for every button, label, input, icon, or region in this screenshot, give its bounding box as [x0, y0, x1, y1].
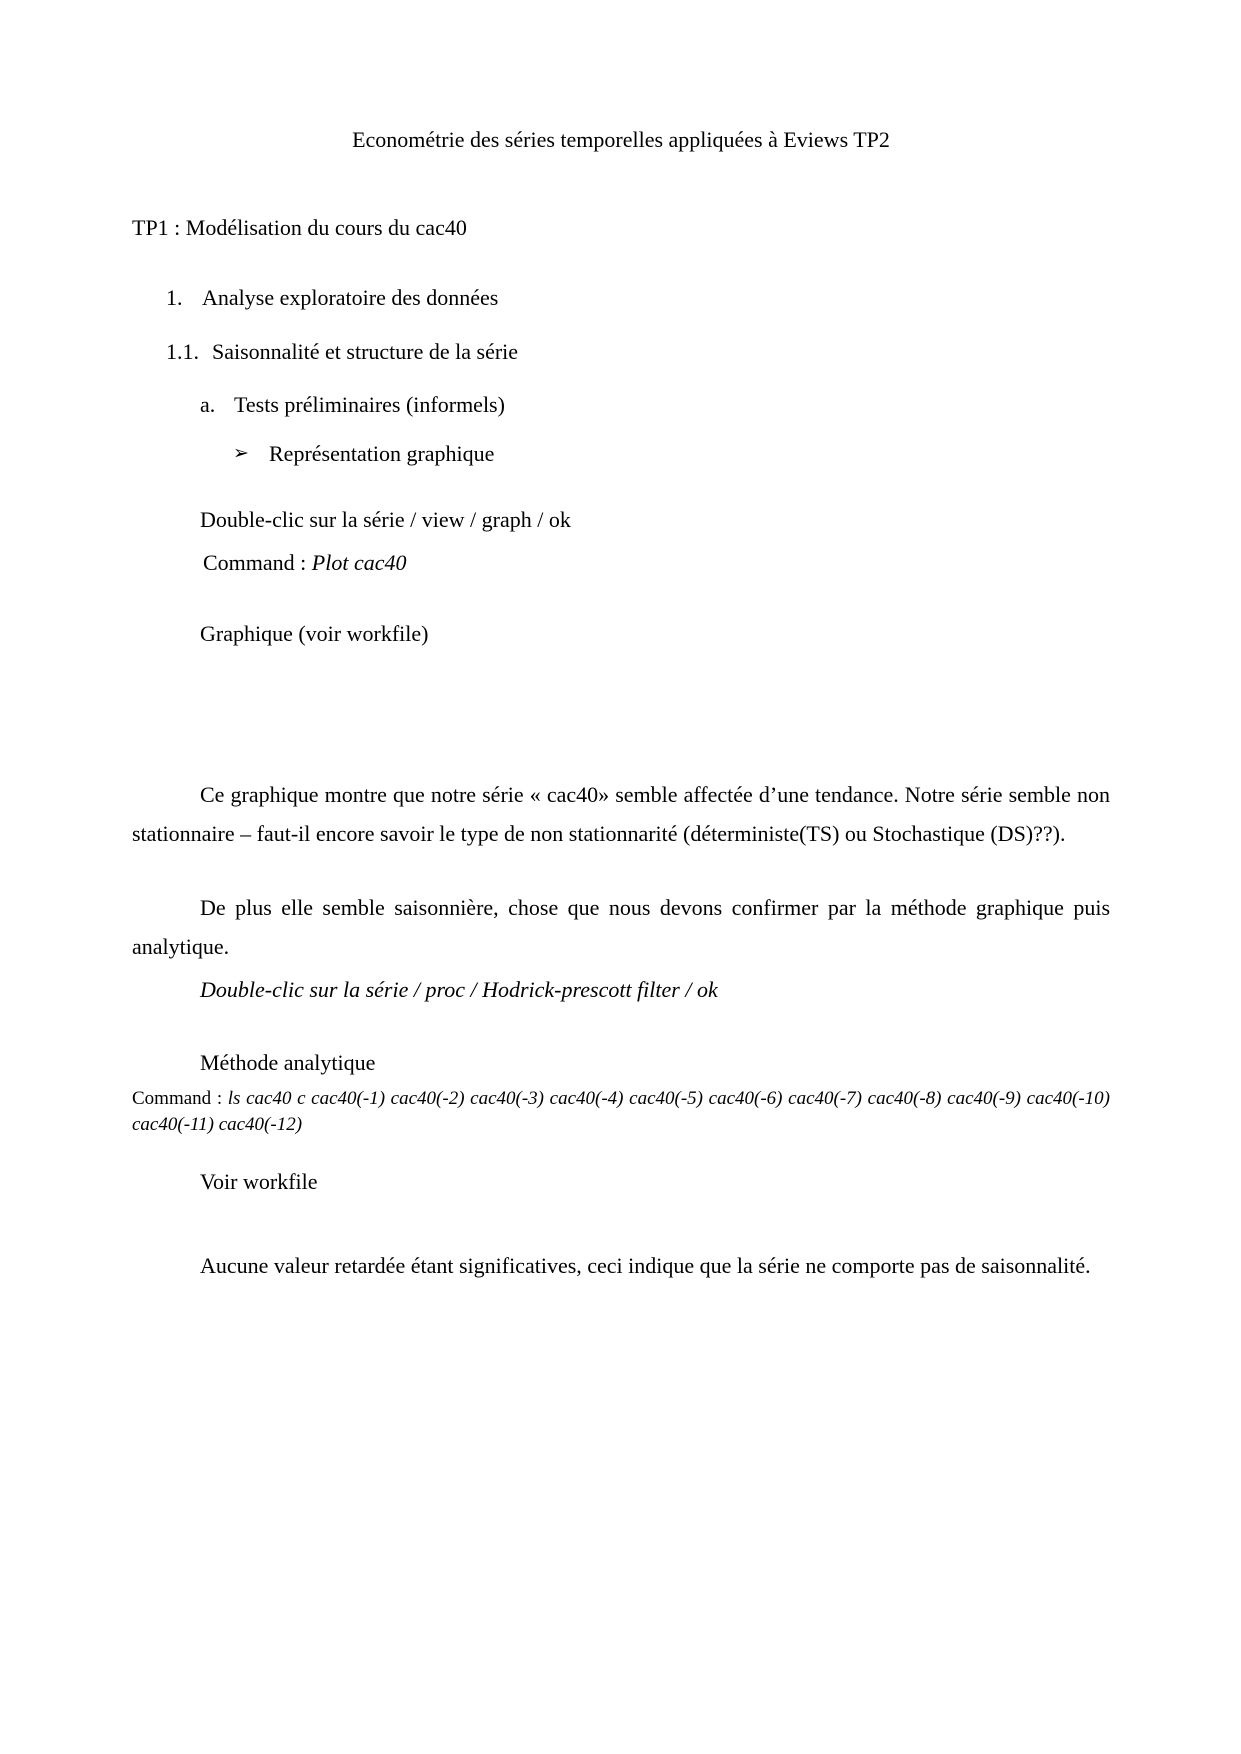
graphique-note: Graphique (voir workfile) [200, 621, 429, 646]
outline-marker-1-1: 1.1. [166, 339, 199, 364]
outline-text-1-1: Saisonnalité et structure de la série [212, 339, 519, 364]
voir-workfile-note: Voir workfile [200, 1169, 318, 1194]
outline-item-bullet [132, 439, 1110, 469]
outline-item-1 [132, 283, 1110, 313]
command2-value: ls cac40 c cac40(-1) cac40(-2) cac40(-3) cac40(-4) cac40(-5) cac40(-6) cac40(-7) cac40(-8) cac40(-9) cac40(-10) cac40(-11) cac40(-12) [132, 1088, 1110, 1135]
step-double-clic-graph: Double-clic sur la série / view / graph / ok [200, 507, 571, 532]
outline-marker-a: a. [200, 392, 216, 417]
heading-tp1: TP1 : Modélisation du cours du cac40 [132, 215, 467, 240]
outline-item-1-1 [132, 337, 1110, 367]
command-line-ls [132, 1086, 1110, 1138]
paragraph-conclusion: Aucune valeur retardée étant significatives, ceci indique que la série ne comporte pas de saisonnalité. [200, 1253, 1091, 1278]
command-label: Command : [203, 550, 312, 575]
command2-label: Command : [132, 1088, 228, 1109]
step-hodrick-prescott: Double-clic sur la série / proc / Hodrick-prescott filter / ok [200, 977, 718, 1002]
outline-item-a [132, 390, 1110, 420]
command-value: Plot cac40 [311, 550, 407, 575]
outline-marker-1: 1. [166, 285, 183, 310]
heading-methode-analytique: Méthode analytique [200, 1050, 376, 1075]
paragraph-trend: Ce graphique montre que notre série « cac40» semble affectée d’une tendance. Notre série semble non stationnaire – faut-il encore savoir le type de non stationnarité (déterministe(TS) ou Stochastique (DS)??). [132, 782, 1110, 846]
outline-text-bullet: Représentation graphique [269, 441, 495, 466]
arrow-bullet-icon: ➢ [233, 443, 249, 464]
command-line-plot [132, 548, 1110, 578]
outline-text-1: Analyse exploratoire des données [202, 285, 499, 310]
document-title: Econométrie des séries temporelles appliquées à Eviews TP2 [352, 127, 890, 152]
paragraph-seasonal: De plus elle semble saisonnière, chose que nous devons confirmer par la méthode graphique puis analytique. [132, 895, 1110, 959]
outline-text-a: Tests préliminaires (informels) [234, 392, 505, 417]
